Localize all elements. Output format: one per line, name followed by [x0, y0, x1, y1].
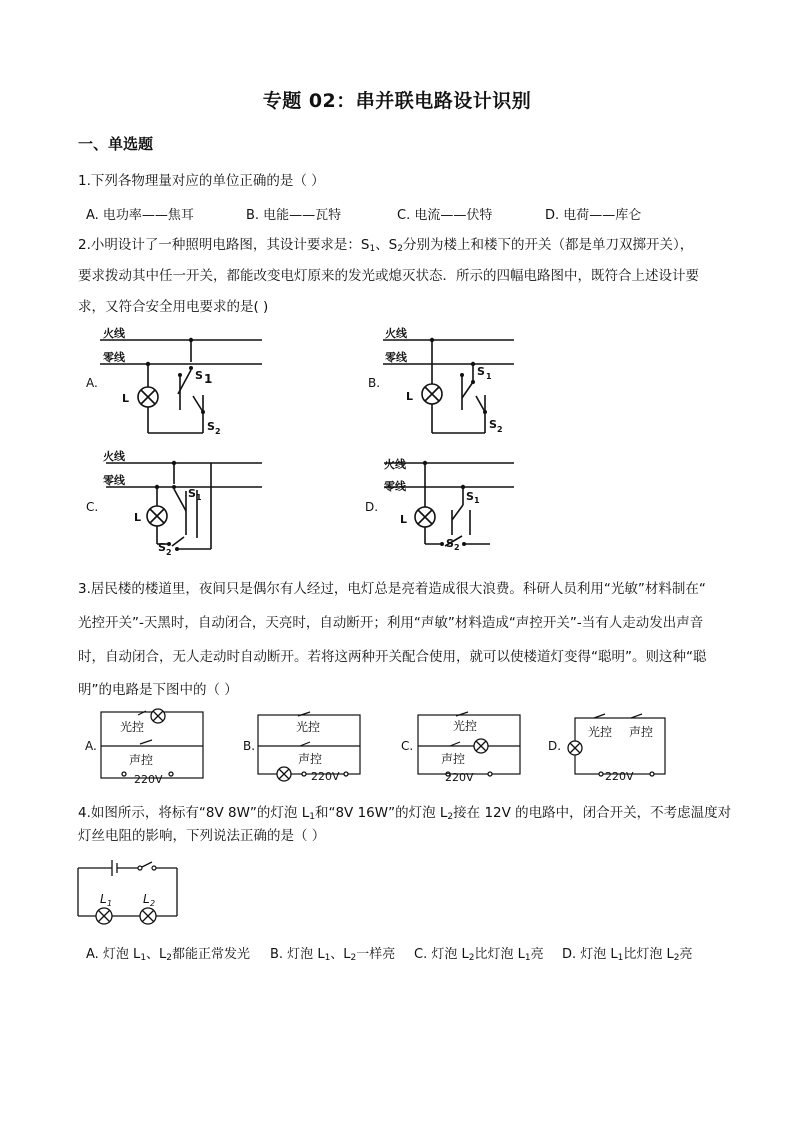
- svg-text:S: S: [207, 420, 215, 433]
- page-title: 专题 02：串并联电路设计识别: [262, 90, 532, 112]
- svg-text:C.: C.: [86, 500, 99, 514]
- q3-lamp-icons: [151, 709, 582, 781]
- svg-text:声控: 声控: [629, 725, 654, 739]
- q4-stem-line2: 灯丝电阻的影响，下列说法正确的是（ ）: [78, 828, 326, 844]
- svg-text:火线: 火线: [103, 450, 125, 463]
- svg-text:2: 2: [215, 427, 221, 436]
- q3-circuit-diagrams: [0, 700, 794, 790]
- svg-text:220V: 220V: [445, 771, 474, 784]
- svg-text:S: S: [446, 537, 454, 550]
- svg-text:零线: 零线: [384, 480, 406, 493]
- svg-text:S: S: [195, 369, 203, 382]
- svg-text:火线: 火线: [385, 327, 407, 340]
- svg-text:L: L: [100, 892, 107, 906]
- svg-text:220V: 220V: [605, 770, 634, 783]
- svg-text:光控: 光控: [296, 720, 321, 734]
- q1-option-c[interactable]: C. 电流——伏特: [397, 208, 493, 223]
- svg-text:声控: 声控: [129, 753, 154, 767]
- q3-stem-line1: 3.居民楼的楼道里，夜间只是偶尔有人经过，电灯总是亮着造成很大浪费。科研人员利用“光敏”材料制在“: [78, 581, 706, 597]
- q4-circuit-diagram: [0, 850, 794, 930]
- svg-text:火线: 火线: [384, 458, 406, 471]
- q2-circuit-diagrams: [0, 320, 794, 560]
- svg-text:火线: 火线: [103, 327, 125, 340]
- q4-option-c[interactable]: C. 灯泡 $L_2$比灯泡 $L_1$亮: [414, 947, 544, 963]
- svg-text:2: 2: [454, 543, 460, 552]
- svg-text:C.: C.: [401, 739, 414, 753]
- svg-text:1: 1: [107, 899, 113, 908]
- svg-text:2: 2: [166, 548, 172, 557]
- svg-text:声控: 声控: [298, 752, 323, 766]
- q4-stem-line1: 4.如图所示，将标有“8V 8W”的灯泡 $L_1$和“8V 16W”的灯泡 $L_2$接在 12V 的电路中，闭合开关，不考虑温度对: [78, 805, 732, 822]
- svg-text:L: L: [400, 513, 408, 526]
- svg-text:零线: 零线: [103, 474, 125, 487]
- svg-text:声控: 声控: [441, 752, 466, 766]
- svg-text:1: 1: [204, 372, 213, 386]
- svg-text:零线: 零线: [103, 351, 125, 364]
- svg-text:零线: 零线: [385, 351, 407, 364]
- svg-text:S: S: [477, 365, 485, 378]
- svg-text:S: S: [188, 487, 196, 500]
- q2-stem-line2: 要求拨动其中任一开关，都能改变电灯原来的发光或熄灭状态．所示的四幅电路图中，既符合上述设计要: [78, 268, 699, 284]
- q1-option-b[interactable]: B. 电能——瓦特: [246, 208, 342, 223]
- q1-option-d[interactable]: D. 电荷——库仑: [545, 208, 642, 223]
- svg-text:S: S: [158, 541, 166, 554]
- q2-stem-line3: 求，又符合安全用电要求的是( ): [78, 299, 269, 315]
- q4-option-b[interactable]: B. 灯泡 $L_1$、$L_2$一样亮: [270, 947, 396, 963]
- svg-text:1: 1: [486, 372, 492, 381]
- svg-text:220V: 220V: [134, 773, 163, 786]
- svg-text:B.: B.: [243, 739, 256, 753]
- svg-text:D.: D.: [548, 739, 562, 753]
- svg-text:光控: 光控: [588, 725, 613, 739]
- section-heading: 一、单选题: [78, 135, 154, 153]
- svg-text:L: L: [134, 511, 142, 524]
- svg-text:L: L: [122, 392, 130, 405]
- svg-text:220V: 220V: [311, 770, 340, 783]
- svg-text:2: 2: [497, 425, 503, 434]
- svg-text:光控: 光控: [453, 719, 478, 733]
- svg-text:A.: A.: [85, 739, 97, 753]
- svg-text:光控: 光控: [120, 720, 145, 734]
- q3-stem-line3: 时，自动闭合，无人走动时自动断开。若将这两种开关配合使用，就可以使楼道灯变得“聪明”。则这种“聪: [78, 649, 707, 665]
- q4-option-a[interactable]: A. 灯泡 $L_1$、$L_2$都能正常发光: [86, 947, 251, 963]
- q1-stem: 1.下列各物理量对应的单位正确的是（ ）: [78, 173, 325, 189]
- svg-text:1: 1: [196, 493, 202, 502]
- svg-text:L: L: [406, 390, 414, 403]
- q4-option-d[interactable]: D. 灯泡 $L_1$比灯泡 $L_2$亮: [562, 947, 693, 963]
- q1-option-a[interactable]: A. 电功率——焦耳: [86, 208, 194, 223]
- q2-stem-line1: 2.小明设计了一种照明电路图，其设计要求是：$S_1$、$S_2$分别为楼上和楼下的开关（都是单刀双掷开关），: [78, 237, 694, 254]
- svg-text:2: 2: [150, 899, 156, 908]
- svg-text:S: S: [489, 418, 497, 431]
- svg-text:B.: B.: [368, 376, 381, 390]
- svg-text:1: 1: [474, 496, 480, 505]
- q3-stem-line2: 光控开关”-天黑时，自动闭合，天亮时，自动断开；利用“声敏”材料造成“声控开关”-当有人走动发出声音: [78, 615, 704, 631]
- svg-text:A.: A.: [86, 376, 98, 390]
- q3-stem-line4: 明”的电路是下图中的（ ）: [78, 682, 238, 698]
- svg-text:S: S: [466, 490, 474, 503]
- svg-text:L: L: [143, 892, 150, 906]
- svg-text:D.: D.: [365, 500, 379, 514]
